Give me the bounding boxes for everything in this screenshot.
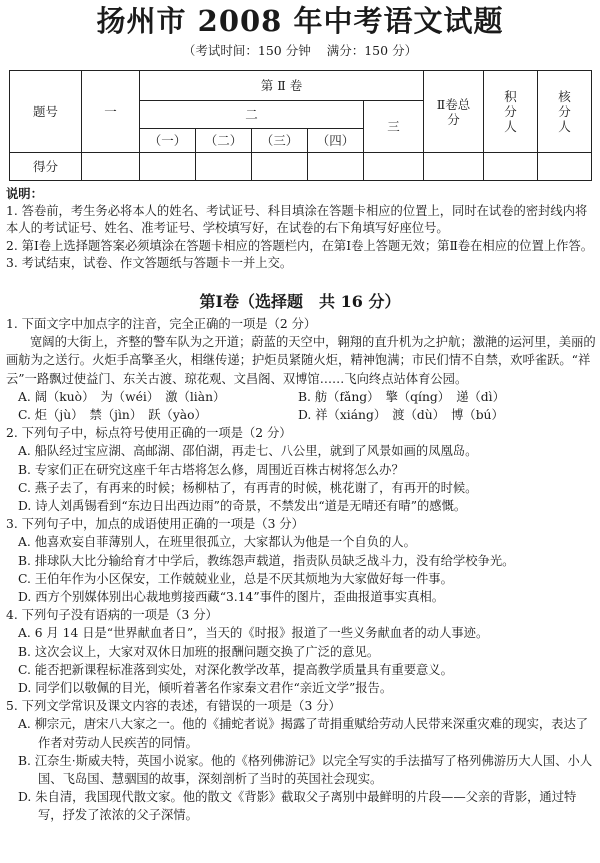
question-passage: 宽阔的大街上，齐整的警车队为之开道；蔚蓝的天空中，翱翔的直升机为之护航；激滟的运河里，美丽的画舫为之送行。火炬手高擎圣火，相继传递；护炬员紧随火炬，精神饱满；市民们情不自禁，欢呼雀跃。“祥云”一路飘过使益门、东关古渡、琼花观、文昌阁、双博馆……飞向终点站体育公园。 <box>6 335 596 386</box>
option: A. 6 月 14 日是“世界献血者日”，当天的《时报》报道了一些义务献血者的动人事迹。 <box>18 626 489 641</box>
option: D. 朱自清，我国现代散文家。他的散文《背影》截取父子离别中最鲜明的片段——父亲的背影，通过特写，抒发了浓浓的父子深情。 <box>18 790 577 823</box>
section1-title: 第Ⅰ卷（选择题 共 16 分） <box>199 292 401 311</box>
score-cell[interactable] <box>538 153 592 181</box>
score-cell[interactable] <box>252 153 308 181</box>
option: D. 同学们以敬佩的目光，倾听着著名作家秦文君作“亲近文学”报告。 <box>18 681 393 696</box>
option: B. 舫（fǎng） 擎（qíng） 递（dì） <box>298 389 505 404</box>
option: B. 专家们正在研究这座千年古塔将怎么修，周围近百株古树将怎么办？ <box>18 462 404 477</box>
score-cell[interactable] <box>140 153 196 181</box>
question-stem: 4. 下列句子没有语病的一项是（3 分） <box>6 608 218 623</box>
option: D. 祥（xiáng） 渡（dù） 博（bú） <box>298 408 504 423</box>
score-cell[interactable] <box>484 153 538 181</box>
exam-title: 扬州市 2008 年中考语文试题 <box>96 4 504 38</box>
option: A. 阔（kuò） 为（wéi） 激（liàn） <box>18 389 226 404</box>
part-one-header: 一 <box>82 71 140 153</box>
option: B. 排球队大比分输给育才中学后，教练怨声载道，指责队员缺乏战斗力，没有给学校争光。 <box>18 553 515 568</box>
sub-two-header: （二） <box>196 129 252 153</box>
option-row <box>6 406 596 424</box>
part-two-header: 二 <box>140 101 364 129</box>
exam-subtitle <box>0 42 600 60</box>
instruction-item: 2. 第Ⅰ卷上选择题答案必须填涂在答题卡相应的答题栏内，在第Ⅰ卷上答题无效；第Ⅱ卷在相应的位置上作答。 <box>6 238 594 253</box>
instructions-heading: 说明： <box>6 186 43 201</box>
sub-three-header: （三） <box>252 129 308 153</box>
instruction-item: 1. 答卷前，考生务必将本人的姓名、考试证号、科目填涂在答题卡相应的位置上，同时在试卷的密封线内将本人的考试证号、姓名、准考证号、学校填写好，在试卷的右下角填写好座位号。 <box>6 203 588 235</box>
option: A. 船队经过宝应湖、高邮湖、邵伯湖，再走七、八公里，就到了风景如画的凤凰岛。 <box>18 444 478 459</box>
questions <box>6 315 596 825</box>
option: A. 柳宗元，唐宋八大家之一。他的《捕蛇者说》揭露了苛捐重赋给劳动人民带来深重灾难的现实，表达了作者对劳动人民疾苦的同情。 <box>18 717 589 750</box>
score-row-label: 得分 <box>10 153 82 181</box>
option: C. 炬（jù） 禁（jìn） 跃（yào） <box>18 408 207 423</box>
reviewer-header: 核分人 <box>538 71 592 153</box>
score-cell[interactable] <box>82 153 140 181</box>
question-stem: 2. 下列句子中，标点符号使用正确的一项是（2 分） <box>6 426 292 441</box>
score-table <box>9 70 592 181</box>
instruction-item: 3. 考试结束，试卷、作文答题纸与答题卡一并上交。 <box>6 256 293 270</box>
sub-one-header: （一） <box>140 129 196 153</box>
option-row <box>6 388 596 406</box>
option: B. 这次会议上，大家对双休日加班的报酬问题交换了广泛的意见。 <box>18 644 380 659</box>
question-stem: 3. 下列句子中，加点的成语使用正确的一项是（3 分） <box>6 517 304 532</box>
option: A. 他喜欢妄自菲薄别人，在班里很孤立，大家都认为他是一个自负的人。 <box>18 535 416 550</box>
option: C. 王伯年作为小区保安，工作兢兢业业，总是不厌其烦地为大家做好每一件事。 <box>18 571 453 586</box>
question-stem: 1. 下面文字中加点字的注音，完全正确的一项是（2 分） <box>6 317 317 331</box>
total-header: Ⅱ卷总分 <box>424 71 484 153</box>
option: D. 诗人刘禹锡看到“东边日出西边雨”的奇景，不禁发出“道是无晴还有晴”的感慨。 <box>18 499 467 514</box>
sub-four-header: （四） <box>308 129 364 153</box>
option: C. 能否把新课程标准落到实处，对深化教学改革，提高教学质量具有重要意义。 <box>18 662 453 677</box>
part-three-header: 三 <box>364 101 424 153</box>
section2-header: 第 Ⅱ 卷 <box>140 71 424 101</box>
question-stem: 5. 下列文学常识及课文内容的表述，有错误的一项是（3 分） <box>6 699 341 714</box>
option: C. 燕子去了，有再来的时候；杨柳枯了，有再青的时候，桃花谢了，有再开的时候。 <box>18 480 478 495</box>
instructions <box>6 185 596 273</box>
exam-time: （考试时间：150 分钟 <box>182 43 311 58</box>
grader-header: 积分人 <box>484 71 538 153</box>
question-no-header: 题号 <box>10 71 82 153</box>
score-cell[interactable] <box>364 153 424 181</box>
score-cell[interactable] <box>196 153 252 181</box>
option: B. 江奈生·斯威夫特，英国小说家。他的《格列佛游记》以完全写实的手法描写了格列佛游历大人国、小人国、飞岛国、慧骃国的故事，深刻剖析了当时的英国社会现实。 <box>18 753 593 787</box>
score-cell[interactable] <box>308 153 364 181</box>
option: D. 西方个别媒体别出心裁地剪接西藏“3.14”事件的图片，歪曲报道事实真相。 <box>18 590 445 605</box>
exam-full-score: 满分：150 分） <box>326 43 418 58</box>
score-cell[interactable] <box>424 153 484 181</box>
